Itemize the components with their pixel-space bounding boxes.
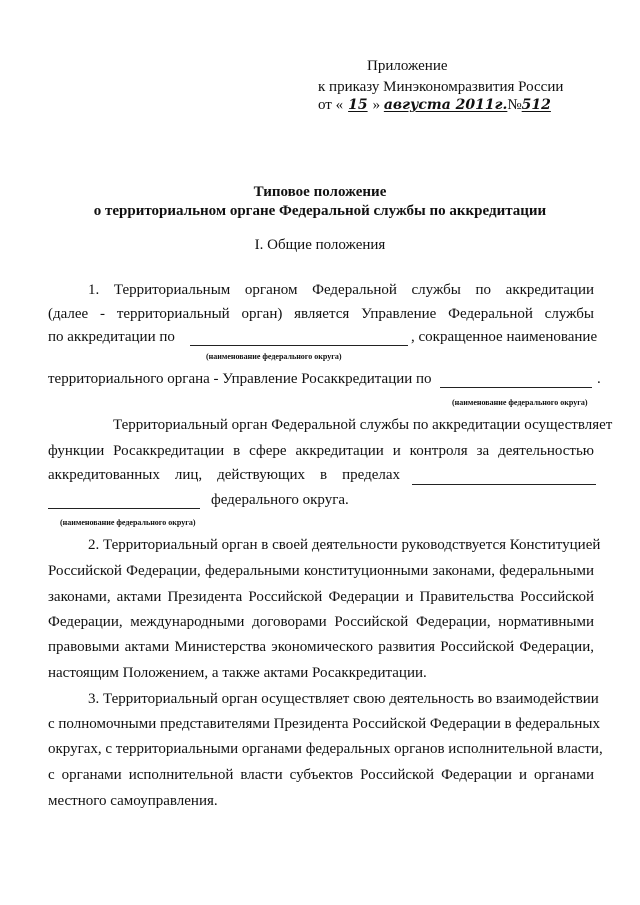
note-district-1: (наименование федерального округа)	[206, 352, 342, 361]
p3-line-4: с органами исполнительной власти субъектов Российской Федерации и органами	[48, 767, 594, 783]
date-month-year: августа 2011г.	[383, 97, 508, 113]
appendix-order-ref: к приказу Минэкономразвития России	[318, 79, 564, 95]
p2-line-5: правовыми актами Министерства экономического развития Российской Федерации,	[48, 639, 594, 655]
p2-line-2: Российской Федерации, федеральными конституционными законами, федеральными	[48, 563, 594, 579]
p1-line-3-prefix: по аккредитации по	[48, 329, 175, 345]
p2-line-4: Федерации, международными договорами Российской Федерации, нормативными	[48, 614, 594, 630]
p1-line-3-suffix: , сокращенное наименование	[411, 329, 598, 345]
p3-line-1: 3. Территориальный орган осуществляет свою деятельность во взаимодействии	[88, 691, 599, 707]
order-number: 512	[521, 97, 551, 113]
p3-line-3: округах, с территориальными органами федеральных органов исполнительной власти,	[48, 741, 603, 757]
title-line-2: о территориальном органе Федеральной службы по аккредитации	[93, 203, 547, 219]
title-line-1: Типовое положение	[253, 184, 387, 200]
p3-line-5: местного самоуправления.	[48, 793, 218, 809]
date-prefix: от «	[318, 97, 344, 113]
blank-district-2	[440, 387, 592, 388]
blank-district-4	[48, 508, 200, 509]
number-sign: №	[507, 97, 522, 113]
appendix-label: Приложение	[367, 58, 448, 74]
p2-line-1: 2. Территориальный орган в своей деятельности руководствуется Конституцией	[88, 537, 601, 553]
note-district-3: (наименование федерального округа)	[60, 518, 196, 527]
blank-district-3	[412, 484, 596, 485]
blank-district-1	[190, 345, 408, 346]
p1b-line-3: аккредитованных лиц, действующих в пределах	[48, 467, 400, 483]
p1b-line-4: федерального округа.	[211, 492, 349, 508]
p1-line-1: 1. Территориальным органом Федеральной службы по аккредитации	[88, 282, 594, 298]
p2-line-3: законами, актами Президента Российской Федерации и Правительства Российской	[48, 589, 594, 605]
appendix-date-line	[318, 97, 551, 114]
p1b-line-2: функции Росаккредитации в сфере аккредитации и контроля за деятельностью	[48, 443, 594, 459]
date-day: 15	[348, 97, 368, 113]
p1-line-4-prefix: территориального органа - Управление Росаккредитации по	[48, 371, 432, 387]
p1-line-4-suffix: .	[597, 371, 601, 387]
date-quote-close: »	[372, 97, 381, 113]
section-heading: I. Общие положения	[254, 237, 386, 253]
p1-line-2: (далее - территориальный орган) является Управление Федеральной службы	[48, 306, 594, 322]
p3-line-2: с полномочными представителями Президента Российской Федерации в федеральных	[48, 716, 601, 732]
note-district-2: (наименование федерального округа)	[452, 398, 588, 407]
p2-line-6: настоящим Положением, а также актами Росаккредитации.	[48, 665, 427, 681]
p1b-line-1: Территориальный орган Федеральной службы по аккредитации осуществляет	[113, 417, 613, 433]
